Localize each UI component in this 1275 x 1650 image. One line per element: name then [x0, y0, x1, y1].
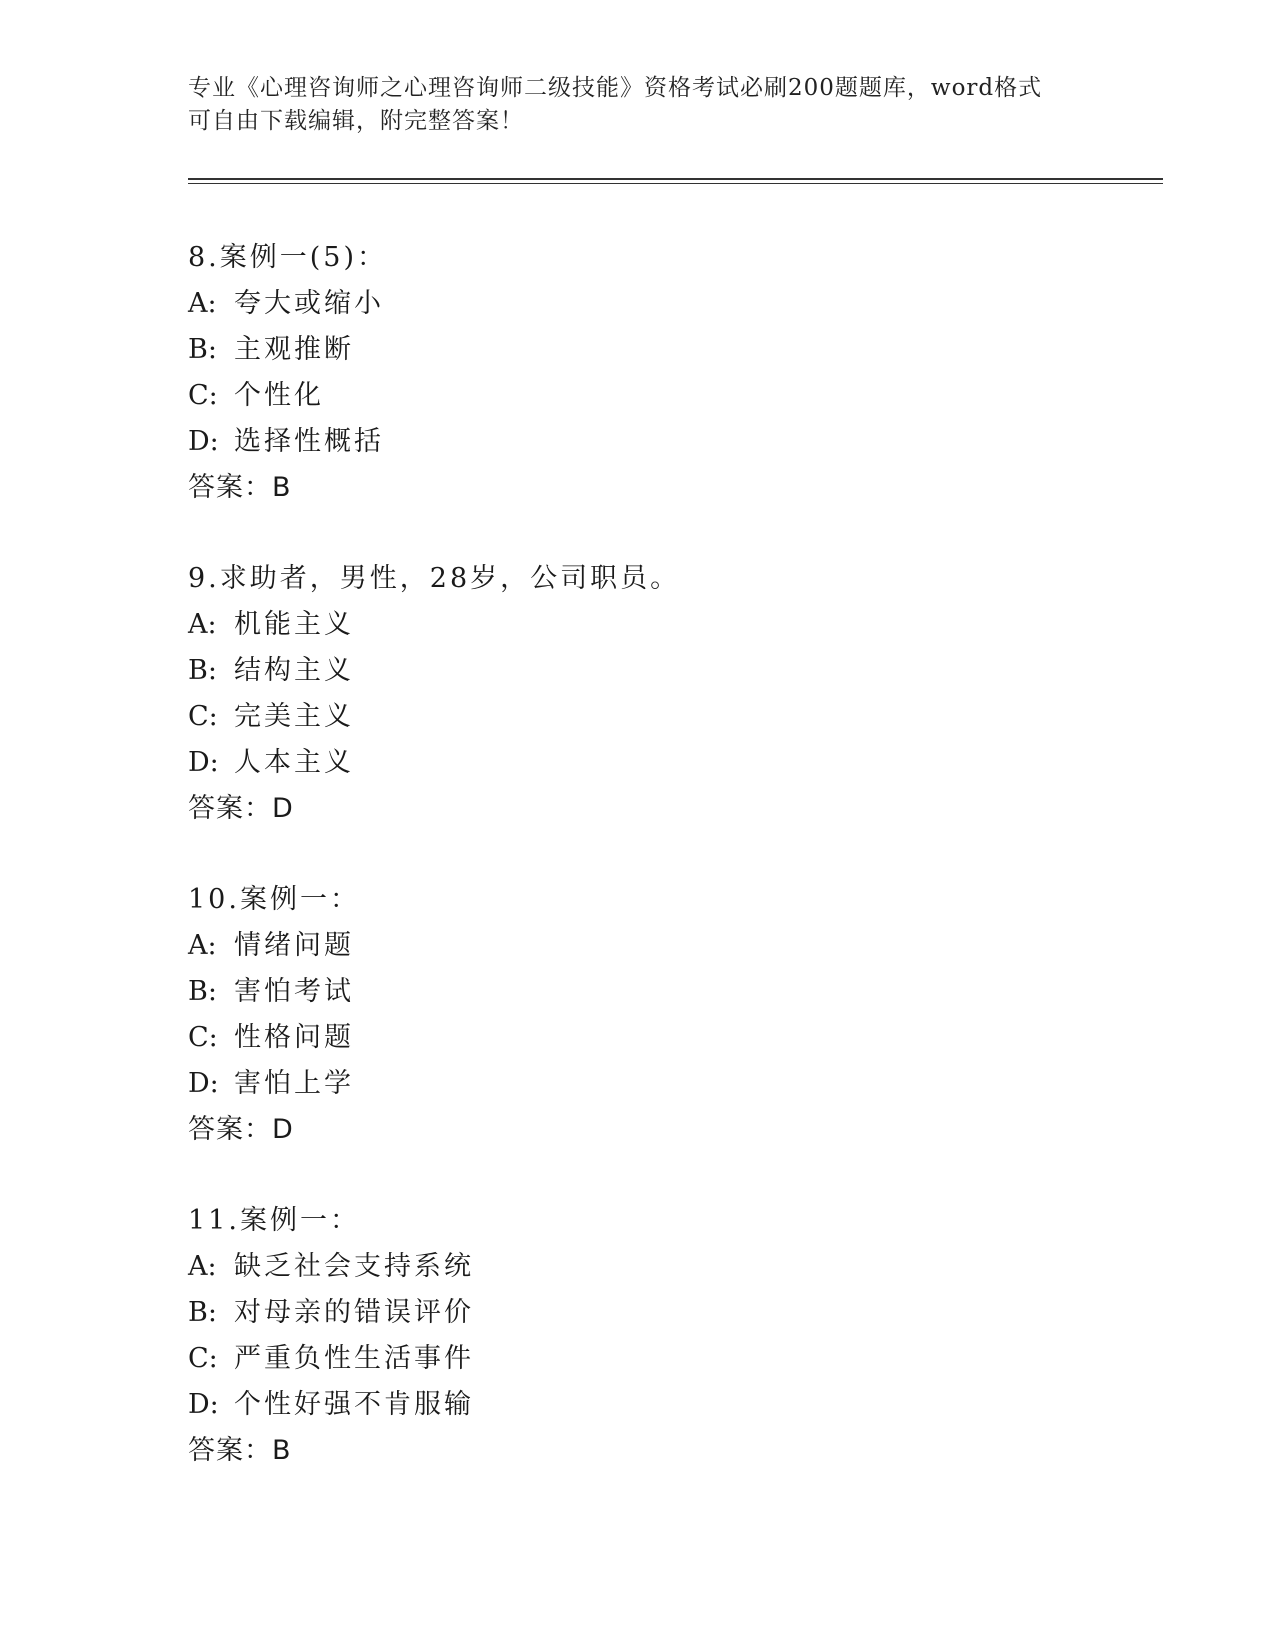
option-b	[188, 969, 1148, 1015]
option-c	[188, 1336, 1148, 1382]
option-text: 严重负性生活事件	[234, 1343, 474, 1374]
option-label: D:	[188, 426, 219, 457]
option-c	[188, 694, 1148, 740]
option-a	[188, 281, 1148, 327]
option-label: C:	[188, 1343, 218, 1374]
question-10	[188, 877, 1148, 1153]
option-b	[188, 327, 1148, 373]
question-9	[188, 556, 1148, 832]
option-a	[188, 602, 1148, 648]
option-text: 对母亲的错误评价	[234, 1297, 474, 1328]
option-b	[188, 1290, 1148, 1336]
question-8	[188, 235, 1148, 511]
option-text: 个性好强不肯服输	[234, 1389, 474, 1420]
option-label: B:	[188, 1297, 217, 1328]
option-d	[188, 1382, 1148, 1428]
option-label: A:	[188, 288, 217, 319]
question-11	[188, 1198, 1148, 1474]
answer-line: 答案：B	[188, 472, 292, 503]
option-text: 害怕上学	[234, 1068, 354, 1099]
option-label: D:	[188, 747, 219, 778]
option-label: C:	[188, 701, 218, 732]
option-text: 夸大或缩小	[234, 288, 384, 319]
option-text: 害怕考试	[234, 976, 354, 1007]
answer-line: 答案：B	[188, 1435, 292, 1466]
option-text: 结构主义	[234, 655, 354, 686]
header-divider-thick	[188, 178, 1163, 180]
option-label: A:	[188, 609, 217, 640]
option-c	[188, 373, 1148, 419]
answer-line: 答案：D	[188, 1114, 294, 1145]
option-text: 个性化	[234, 380, 324, 411]
document-header	[188, 72, 1088, 138]
option-a	[188, 923, 1148, 969]
option-text: 完美主义	[234, 701, 354, 732]
option-text: 缺乏社会支持系统	[234, 1251, 474, 1282]
option-text: 机能主义	[234, 609, 354, 640]
option-label: C:	[188, 1022, 218, 1053]
option-a	[188, 1244, 1148, 1290]
option-label: A:	[188, 1251, 217, 1282]
option-text: 情绪问题	[234, 930, 354, 961]
option-label: D:	[188, 1068, 219, 1099]
question-stem: 8.案例一(5)：	[188, 242, 388, 273]
option-label: B:	[188, 655, 217, 686]
option-text: 主观推断	[234, 334, 354, 365]
question-list	[188, 235, 1148, 1519]
option-label: B:	[188, 976, 217, 1007]
header-divider-thin	[188, 183, 1163, 184]
question-stem: 11.案例一：	[188, 1205, 360, 1236]
option-text: 人本主义	[234, 747, 354, 778]
option-label: C:	[188, 380, 218, 411]
option-label: D:	[188, 1389, 219, 1420]
option-d	[188, 740, 1148, 786]
option-c	[188, 1015, 1148, 1061]
header-line-2: 可自由下载编辑，附完整答案！	[188, 108, 524, 134]
option-text: 选择性概括	[234, 426, 384, 457]
question-stem: 9.求助者，男性，28岁，公司职员。	[188, 563, 681, 594]
option-d	[188, 419, 1148, 465]
answer-line: 答案：D	[188, 793, 294, 824]
option-label: A:	[188, 930, 217, 961]
option-b	[188, 648, 1148, 694]
question-stem: 10.案例一：	[188, 884, 360, 915]
option-d	[188, 1061, 1148, 1107]
option-text: 性格问题	[234, 1022, 354, 1053]
header-line-1: 专业《心理咨询师之心理咨询师二级技能》资格考试必刷200题题库，word格式	[188, 75, 1043, 101]
option-label: B:	[188, 334, 217, 365]
